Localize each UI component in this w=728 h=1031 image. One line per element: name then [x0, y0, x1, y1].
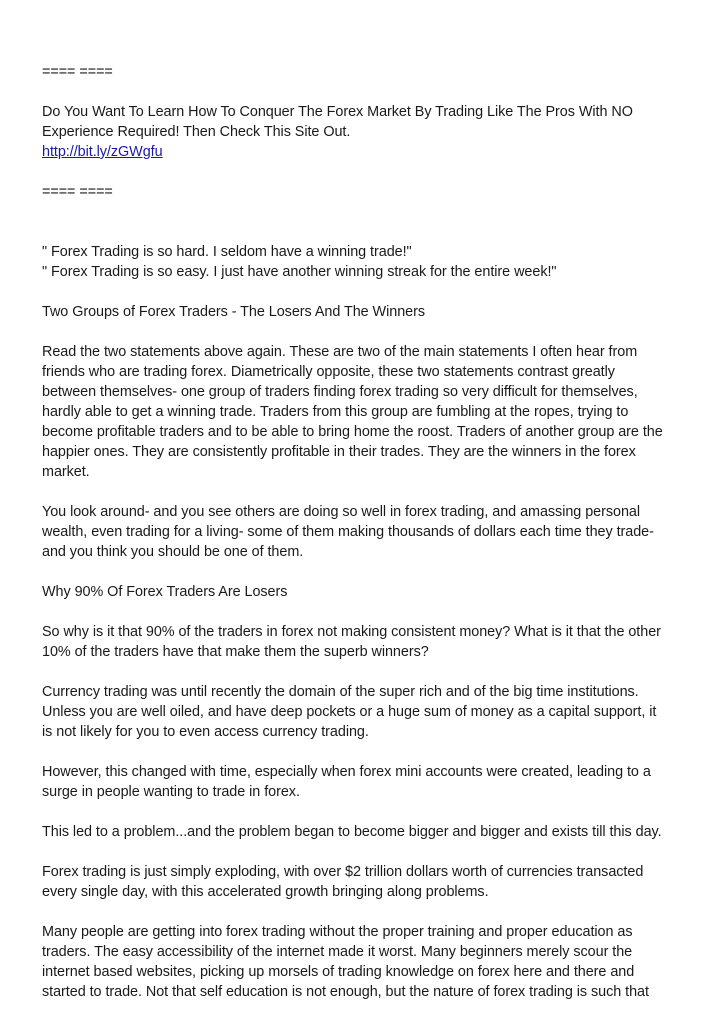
- paragraph-line: happier ones. They are consistently profitable in their trades. They are the winners in the forex: [42, 444, 636, 460]
- quote-line: " Forex Trading is so hard. I seldom have a winning trade!": [42, 244, 412, 260]
- paragraph-line: market.: [42, 464, 90, 480]
- paragraph-line: 10% of the traders have that make them the superb winners?: [42, 644, 429, 660]
- paragraph-line: internet based websites, picking up morsels of trading knowledge on forex here and there and: [42, 964, 635, 980]
- promo-block: [42, 102, 688, 162]
- paragraph-line: Many people are getting into forex trading without the proper training and proper education as: [42, 924, 633, 940]
- paragraph-line: This led to a problem...and the problem began to become bigger and bigger and exists till this day.: [42, 824, 662, 840]
- paragraph: [42, 502, 688, 562]
- promo-line: Do You Want To Learn How To Conquer The Forex Market By Trading Like The Pros With NO: [42, 104, 633, 120]
- paragraph-line: Forex trading is just simply exploding, with over $2 trillion dollars worth of currencies transacted: [42, 864, 644, 880]
- paragraph: [42, 822, 688, 842]
- paragraph-line: and you think you should be one of them.: [42, 544, 304, 560]
- paragraph-line: friends who are trading forex. Diametrically opposite, these two statements contrast greatly: [42, 364, 615, 380]
- separator-top: ==== ====: [42, 64, 113, 80]
- quotes-block: [42, 242, 688, 282]
- paragraph-line: wealth, even trading for a living- some of them making thousands of dollars each time they trade-: [42, 524, 654, 540]
- paragraph-line: between themselves- one group of traders finding forex trading so very difficult for themselves,: [42, 384, 638, 400]
- section-heading-losers: Why 90% Of Forex Traders Are Losers: [42, 584, 288, 600]
- paragraph: [42, 862, 688, 902]
- paragraph-line: started to trade. Not that self education is not enough, but the nature of forex trading is such that: [42, 984, 649, 1000]
- promo-line: Experience Required! Then Check This Site Out.: [42, 124, 351, 140]
- paragraph-line: Unless you are well oiled, and have deep pockets or a huge sum of money as a capital support, it: [42, 704, 657, 720]
- paragraph-line: hardly able to get a winning trade. Traders from this group are fumbling at the ropes, trying to: [42, 404, 629, 420]
- paragraph-line: traders. The easy accessibility of the internet made it worst. Many beginners merely scour the: [42, 944, 633, 960]
- paragraph-line: every single day, with this accelerated growth bringing along problems.: [42, 884, 489, 900]
- paragraph: [42, 762, 688, 802]
- paragraph-line: However, this changed with time, especially when forex mini accounts were created, leading to a: [42, 764, 651, 780]
- section-heading-groups: Two Groups of Forex Traders - The Losers And The Winners: [42, 304, 425, 320]
- paragraph-line: is not likely for you to even access currency trading.: [42, 724, 369, 740]
- paragraph-line: You look around- and you see others are doing so well in forex trading, and amassing personal: [42, 504, 641, 520]
- separator-bottom: ==== ====: [42, 184, 113, 200]
- paragraph: [42, 682, 688, 742]
- paragraph-line: surge in people wanting to trade in forex.: [42, 784, 300, 800]
- promo-link[interactable]: http://bit.ly/zGWgfu: [42, 144, 163, 160]
- paragraph-line: So why is it that 90% of the traders in forex not making consistent money? What is it that the other: [42, 624, 661, 640]
- quote-line: " Forex Trading is so easy. I just have another winning streak for the entire week!": [42, 264, 557, 280]
- paragraph-line: Read the two statements above again. These are two of the main statements I often hear from: [42, 344, 638, 360]
- paragraph: [42, 922, 688, 1002]
- paragraph-line: become profitable traders and to be able to bring home the roost. Traders of another group are the: [42, 424, 663, 440]
- paragraph-line: Currency trading was until recently the domain of the super rich and of the big time institutions.: [42, 684, 639, 700]
- paragraph: [42, 342, 688, 482]
- paragraph: [42, 622, 688, 662]
